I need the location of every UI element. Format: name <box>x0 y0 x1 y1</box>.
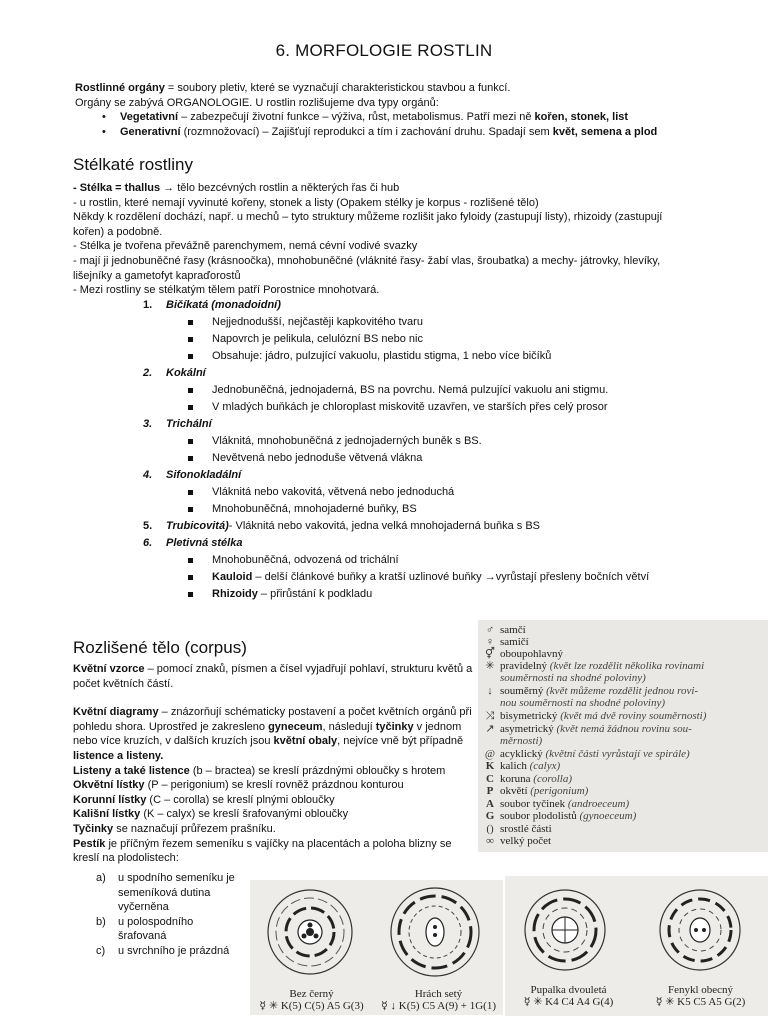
item-number: 3. <box>143 418 153 430</box>
list-item <box>143 519 703 536</box>
stelka-term: - Stélka = thallus <box>73 182 161 194</box>
legend-note: měrnosti) <box>500 735 543 747</box>
corpus-line <box>73 764 478 779</box>
list-item <box>143 366 703 383</box>
sub-item: Nevětvená nebo jednoduše větvená vlákna <box>143 451 703 468</box>
female-symbol-icon: ♀ <box>485 636 495 648</box>
page-title: 6. MORFOLOGIE ROSTLIN <box>275 41 493 60</box>
sub-item: Jednobuněčná, jednojaderná, BS na povrchu. Nemá pulzující vakuolu ani stigmu. <box>143 383 703 400</box>
corpus-text: – znázorňují schématicky postavení a počet květních orgánů při pohledu shora. Uprostřed je zakresleno <box>73 706 472 733</box>
organ-type-term: Generativní <box>120 125 181 138</box>
sub-item: Nejjednodušší, nejčastěji kapkovitého tvaru <box>143 315 703 332</box>
legend-row <box>482 823 552 835</box>
diagram-name: Bez černý <box>289 988 334 1000</box>
corpus-term: listence a listeny. <box>73 749 164 762</box>
legend-label: bisymetrický <box>500 710 558 722</box>
legend-label: samičí <box>500 636 529 648</box>
corpus-term: tyčinky <box>375 720 414 733</box>
list-item <box>73 944 243 959</box>
legend-row <box>482 810 636 822</box>
thallus-types-list <box>143 298 703 604</box>
legend-row <box>482 685 698 697</box>
legend-row <box>482 760 560 772</box>
legend-label: kalich <box>500 760 527 772</box>
legend-label: soubor tyčinek <box>500 798 566 810</box>
list-item <box>143 536 703 553</box>
stelka-definition: → tělo bezcévných rostlin a některých řas či hub <box>160 182 400 194</box>
corpus-paragraph <box>73 662 478 691</box>
legend-label: soubor plodolistů <box>500 810 577 822</box>
item-text: u spodního semeníku je semeníková dutina vyčerněna <box>118 872 235 914</box>
legend-note: (gynoeceum) <box>579 810 637 822</box>
legend-note: nou souměrnosti na shodné poloviny) <box>500 697 665 709</box>
item-number: 4. <box>143 469 153 481</box>
item-number: 1. <box>143 299 153 311</box>
organ-types-list <box>75 110 695 139</box>
corpus-text: (K – calyx) se kreslí šrafovanými obloučky <box>140 808 349 821</box>
item-heading: Kokální <box>166 367 206 379</box>
corpus-term: Tyčinky <box>73 822 114 835</box>
diagram-name: Pupalka dvouletá <box>530 984 607 996</box>
item-letter: a) <box>96 872 106 884</box>
list-item <box>75 110 695 125</box>
legend-label: acyklický <box>500 748 543 760</box>
stelkate-section <box>73 181 693 298</box>
legend-row <box>500 672 646 684</box>
stelka-line: - Stélka je tvořena převážně parenchymem, nemá cévní vodivé svazky <box>73 240 418 253</box>
item-heading: Trubicovitá) <box>166 520 229 532</box>
corpus-text: , následují <box>322 720 376 733</box>
floral-diagram-fenykl <box>660 890 740 970</box>
corpus-line <box>73 778 478 793</box>
corpus-text: (C – corolla) se kreslí plnými obloučky <box>146 793 335 806</box>
legend-label: oboupohlavný <box>500 648 563 660</box>
corpus-term: Kališní lístky <box>73 808 141 821</box>
legend-label: samčí <box>500 624 526 636</box>
legend-row <box>482 648 563 660</box>
stelka-line: Někdy k rozdělení dochází, např. u mechů – tyto struktury můžeme rozlišit jako fyloidy (zastupují listy), rhizoidy (zastupují kořen) a podobně. <box>73 211 663 238</box>
corpus-line <box>73 837 478 866</box>
legend-note: (květ lze rozdělit několika rovinami <box>549 660 705 672</box>
legend-label: okvětí <box>500 785 528 797</box>
floral-diagram-pupalka <box>525 890 605 970</box>
sub-item: Vláknitá, mnohobuněčná z jednojaderných buněk s BS. <box>143 434 703 451</box>
list-item <box>143 468 703 485</box>
diagram-formula: ☿ ✳ K5 C5 A5 G(2) <box>655 996 746 1008</box>
intro-line-1 <box>75 81 695 96</box>
letter-a-icon: A <box>486 798 494 810</box>
corpus-term: Listeny a také listence <box>73 764 190 777</box>
organ-type-examples: kořen, stonek, list <box>534 111 629 124</box>
bisexual-symbol-icon: ⚥ <box>485 648 495 660</box>
organ-type-term: Vegetativní <box>120 111 179 124</box>
spiral-at-icon: @ <box>484 748 496 760</box>
item-text: - Vláknitá nebo vakovitá, jedna velká mnohojaderná buňka s BS <box>228 520 541 532</box>
stelka-line: - u rostlin, které nemají vyvinuté kořeny, stonek a listy (Opakem stélky je korpus - rozlišené tělo) <box>73 196 539 209</box>
letter-g-icon: G <box>485 810 495 822</box>
corpus-term: gyneceum <box>268 720 323 733</box>
diagram-name: Fenykl obecný <box>667 984 734 996</box>
corpus-text: se naznačují průřezem prašníku. <box>113 822 276 835</box>
item-heading: Pletivná stélka <box>166 537 243 549</box>
list-item <box>143 417 703 434</box>
legend-row <box>482 723 692 735</box>
corpus-text: (b – bractea) se kreslí prázdnými obloučky s hrotem <box>189 764 446 777</box>
organ-type-text: (rozmnožovací) – Zajišťují reprodukci a tím i zachování druhu. Spadají sem <box>180 125 553 138</box>
corpus-text: , nejvíce vně být případně <box>337 735 464 748</box>
corpus-term: Okvětní lístky <box>73 779 145 792</box>
sub-item-text: – delší článkové buňky a kratší uzlinové buňky →vyrůstají přesleny bočních větví <box>252 571 650 583</box>
sub-item: V mladých buňkách je chloroplast miskovitě uzavřen, ve starších přes celý prosor <box>143 400 703 417</box>
legend-note: souměrnosti na shodné poloviny) <box>500 672 646 684</box>
down-arrow-icon: ↓ <box>487 685 493 697</box>
item-text: u svrchního je prázdná <box>118 944 230 957</box>
alpha-list <box>73 871 243 959</box>
sub-item-term: Rhizoidy <box>212 588 258 600</box>
legend-row <box>482 748 690 760</box>
diagram-formula: ☿ ↓ K(5) C5 A(9) + 1G(1) <box>381 1000 496 1012</box>
legend-note: (květ nemá žádnou rovinu sou- <box>556 723 692 735</box>
floral-diagram-hrach-sety <box>391 888 479 976</box>
legend-row <box>482 798 629 810</box>
corpus-line <box>73 822 478 837</box>
corpus-text: v jednom nebo více kruzích, v dalších kruzích jsou <box>73 720 462 748</box>
list-item <box>75 125 695 140</box>
legend-row <box>482 624 526 636</box>
organ-type-text: – zabezpečují životní funkce – výživa, růst, metabolismus. Patří mezi ně <box>178 111 535 124</box>
item-heading: Sifonokladální <box>166 469 242 481</box>
letter-p-icon: P <box>486 785 494 797</box>
floral-diagram-drawings-right <box>505 876 768 984</box>
legend-row <box>482 773 572 785</box>
list-item <box>73 871 243 915</box>
diagonal-arrow-icon: ↗ <box>485 723 495 735</box>
legend-note: (corolla) <box>533 773 572 785</box>
corpus-term: květní obaly <box>273 735 338 748</box>
diagram-name: Hrách setý <box>414 988 463 1000</box>
corpus-text: – pomocí znaků, písmen a čísel vyjadřují pohlaví, strukturu květů a počet květních částí. <box>73 663 473 690</box>
item-letter: b) <box>96 915 106 928</box>
legend-note: (květ můžeme rozdělit jednou rovi- <box>546 685 699 697</box>
corpus-text: (P – perigonium) se kreslí rovněž prázdnou konturou <box>144 779 404 792</box>
item-number: 2. <box>143 367 153 379</box>
ovary-position-list <box>73 871 243 959</box>
floral-symbols-legend <box>478 620 768 852</box>
sub-item-term: Kauloid <box>212 571 253 583</box>
stelka-line <box>73 181 693 196</box>
legend-note: (květní části vyrůstají ve spirále) <box>545 748 690 760</box>
corpus-term: Květní vzorce <box>73 663 145 675</box>
legend-row <box>482 785 588 797</box>
intro-definition: = soubory pletiv, které se vyznačují charakteristickou stavbou a funkcí. <box>164 82 511 94</box>
legend-label: velký počet <box>500 835 552 847</box>
intro-line-2: Orgány se zabývá ORGANOLOGIE. U rostlin rozlišujeme dva typy orgánů: <box>75 96 439 109</box>
corpus-text: je příčným řezem semeníku s vajíčky na placentách a poloha blizny se kreslí na plodolistech: <box>73 837 452 865</box>
letter-k-icon: K <box>485 760 495 772</box>
stelka-line: - Mezi rostliny se stélkatým tělem patří Porostnice mnohotvará. <box>73 284 380 297</box>
legend-note: (květ má dvě roviny souměrnosti) <box>560 710 707 722</box>
sub-item: Mnohobuněčná, odvozená od trichální <box>143 553 703 570</box>
floral-diagram-drawings-left <box>250 880 503 988</box>
legend-label: pravidelný <box>500 660 548 672</box>
sub-item <box>143 587 703 604</box>
sub-item: Mnohobuněčná, mnohojaderné buňky, BS <box>143 502 703 519</box>
intro-section <box>75 81 695 139</box>
list-item <box>73 915 243 944</box>
legend-label: asymetrický <box>500 723 554 735</box>
corpus-line <box>73 807 478 822</box>
legend-row <box>500 697 665 709</box>
sub-item <box>143 570 703 587</box>
floral-diagram-bez-cerny <box>268 890 352 974</box>
sub-item: Vláknitá nebo vakovitá, větvená nebo jednoduchá <box>143 485 703 502</box>
list-item <box>143 298 703 315</box>
letter-c-icon: C <box>486 773 494 785</box>
legend-row <box>482 636 529 648</box>
brackets-icon: () <box>486 823 494 835</box>
section-heading-stelkate: Stélkaté rostliny <box>73 155 193 174</box>
spacer <box>73 691 478 705</box>
legend-label: koruna <box>500 773 531 785</box>
stelka-line: - mají ji jednobuněčné řasy (krásnoočka), mnohobuněčné (vláknité řasy- žabí vlas, šroubatka) a mechy- játrovky, hlevíky, lišejníky a gametofyt kapraďorostů <box>73 254 661 282</box>
legend-note: (perigonium) <box>530 785 589 797</box>
infinity-icon: ∞ <box>486 835 494 847</box>
item-heading: Trichální <box>166 418 212 430</box>
legend-row <box>482 710 706 722</box>
intro-term: Rostlinné orgány <box>75 82 165 94</box>
legend-label: souměrný <box>500 685 544 697</box>
item-number: 5. <box>143 520 153 532</box>
male-symbol-icon: ♂ <box>485 624 495 636</box>
item-heading: Bičíkatá (monadoidní) <box>166 299 281 311</box>
legend-note: (calyx) <box>529 760 561 772</box>
legend-label: srostlé části <box>500 823 552 835</box>
item-number: 6. <box>143 537 153 549</box>
sub-item: Napovrch je pelikula, celulózní BS nebo nic <box>143 332 703 349</box>
corpus-term: Pestík <box>73 837 106 850</box>
legend-note: (androeceum) <box>567 798 630 810</box>
legend-row <box>482 835 551 847</box>
corpus-term: Květní diagramy <box>73 706 159 719</box>
corpus-paragraph <box>73 705 478 763</box>
crossed-arrows-icon: ⤨ <box>485 710 495 722</box>
legend-row <box>482 660 704 672</box>
corpus-term: Korunní lístky <box>73 793 147 806</box>
organ-type-examples: květ, semena a plod <box>552 125 658 138</box>
corpus-line <box>73 793 478 808</box>
diagram-formula: ☿ ✳ K(5) C(5) A5 G(3) <box>259 1000 364 1012</box>
sub-item-text: – přirůstání k podkladu <box>257 588 373 600</box>
corpus-section <box>73 662 478 866</box>
item-letter: c) <box>96 944 106 957</box>
section-heading-corpus: Rozlišené tělo (corpus) <box>73 638 247 657</box>
sub-item: Obsahuje: jádro, pulzující vakuolu, plastidu stigma, 1 nebo více bičíků <box>143 349 703 366</box>
diagram-formula: ☿ ✳ K4 C4 A4 G(4) <box>523 996 614 1008</box>
asterisk-icon: ✳ <box>485 660 495 672</box>
legend-row <box>500 735 542 747</box>
item-text: u polospodního šrafovaná <box>118 915 194 943</box>
floral-diagrams-right <box>505 876 768 1016</box>
